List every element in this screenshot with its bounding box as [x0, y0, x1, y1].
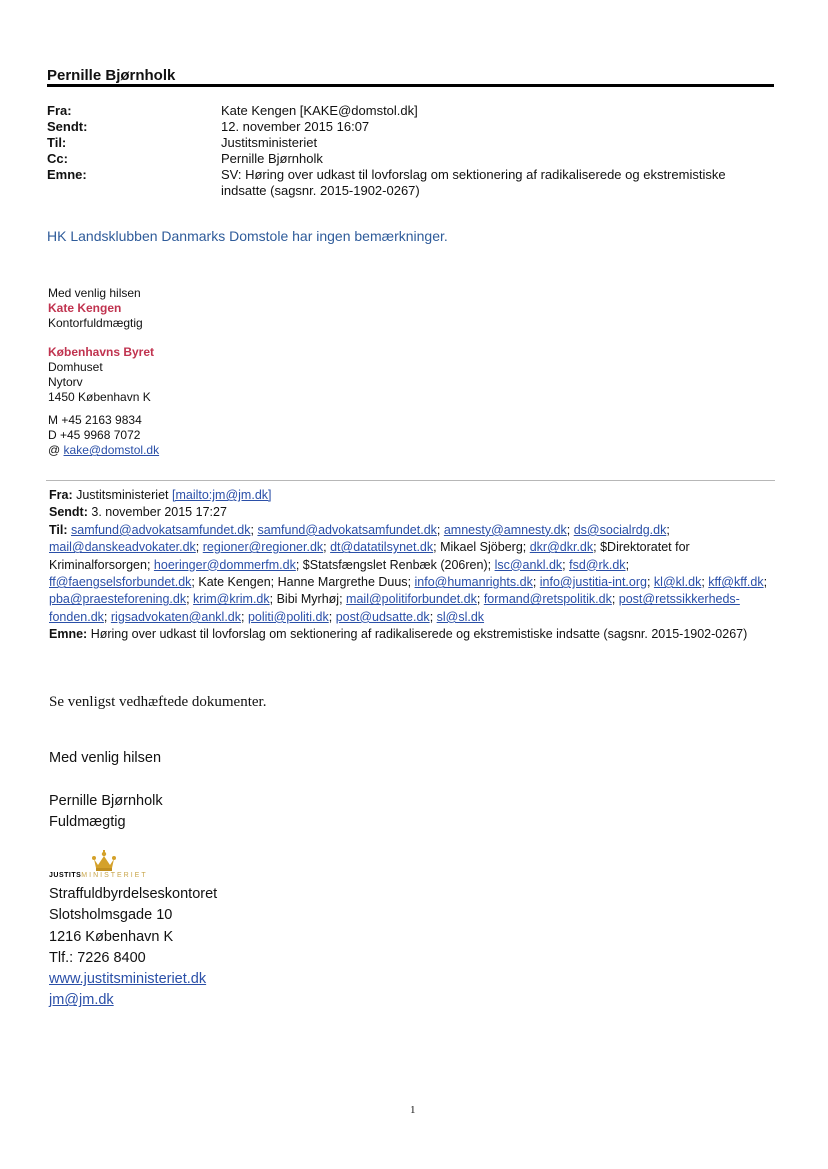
recipient-email-link[interactable]: politi@politi.dk — [247, 609, 329, 624]
reply-message: HK Landsklubben Danmarks Domstole har ingen bemærkninger. — [47, 228, 448, 244]
email-header — [47, 103, 767, 199]
wordmark-justits: JUSTITS — [49, 872, 82, 879]
cc-value: Pernille Bjørnholk — [221, 151, 323, 166]
address-street: Slotsholmsgade 10 — [49, 907, 173, 924]
body-greeting: Med venlig hilsen — [49, 750, 162, 766]
forwarded-header — [49, 487, 777, 644]
recipient-name: $Direktoratet for Kriminalforsorgen — [49, 540, 690, 572]
recipient-name: $Statsfængslet Renbæk (206ren) — [302, 557, 488, 572]
forwarded-subject-label: Emne: — [49, 627, 88, 642]
forwarded-subject-value: Høring over udkast til lovforslag om sektionering af radikaliserede og ekstremistiske indsatte (sagsnr. 2015-1902-0267) — [90, 627, 748, 642]
recipient-email-link[interactable]: lsc@ankl.dk — [494, 557, 563, 572]
recipient-email-link[interactable]: krim@krim.dk — [193, 592, 270, 607]
recipient-name: Mikael Sjöberg — [440, 540, 523, 555]
signature-greeting: Med venlig hilsen — [48, 286, 141, 300]
recipient-name: Hanne Margrethe Duus — [277, 575, 408, 590]
recipient-name: Kate Kengen — [198, 575, 271, 590]
signature-name: Kate Kengen — [48, 301, 122, 315]
signature-mobile: M +45 2163 9834 — [48, 413, 142, 427]
recipient-email-link[interactable]: post@retssikkerheds-fonden.dk — [49, 592, 740, 624]
recipient-email-link[interactable]: fsd@rk.dk — [569, 557, 626, 572]
forwarded-to-label: Til: — [49, 522, 68, 537]
to-label: Til: — [47, 135, 67, 150]
recipient-email-link[interactable]: kl@kl.dk — [653, 575, 702, 590]
forwarded-subject-row — [49, 626, 777, 643]
forwarded-sent-value: 3. november 2015 17:27 — [91, 505, 227, 520]
signature-direct-phone: D +45 9968 7072 — [48, 428, 141, 442]
wordmark-ministeriet: MINISTERIET — [81, 872, 148, 879]
recipient-email-link[interactable]: post@udsatte.dk — [335, 609, 430, 624]
recipient-email-link[interactable]: mail@politiforbundet.dk — [346, 592, 477, 607]
ministry-address — [49, 884, 217, 1012]
from-value: Kate Kengen [KAKE@domstol.dk] — [221, 103, 418, 118]
crown-icon — [91, 850, 117, 872]
recipient-email-link[interactable]: hoeringer@dommerfm.dk — [153, 557, 296, 572]
address-office: Straffuldbyrdelseskontoret — [49, 886, 218, 902]
forwarded-to-row: Til: samfund@advokatsamfundet.dk; samfund@advokatsamfundet.dk; amnesty@amnesty.dk; ds@socialrdg.dk; mail@danskeadvokater.dk; regioner@regioner.dk; dt@datatilsynet.dk; Mikael Sjöberg; dkr@dkr.dk; $Direktoratet for Kriminalforsorgen; hoeringer@dommerfm.dk; $Statsfængslet Renbæk (206ren); lsc@ankl.dk; fsd@rk.dk; ff@faengselsforbundet.dk; Kate Kengen; Hanne Margrethe Duus; info@humanrights.dk; info@justitia-int.org; kl@kl.dk; kff@kff.dk; pba@praesteforening.dk; krim@krim.dk; Bibi Myrhøj; mail@politiforbundet.dk; formand@retspolitik.dk; post@retssikkerheds-fonden.dk; rigsadvokaten@ankl.dk; politi@politi.dk; post@udsatte.dk; sl@sl.dk — [49, 522, 768, 624]
recipient-email-link[interactable]: dt@datatilsynet.dk — [330, 540, 434, 555]
recipient-email-link[interactable]: kff@kff.dk — [708, 575, 764, 590]
website-link[interactable]: www.justitsministeriet.dk — [49, 971, 207, 988]
forwarded-mailto-link[interactable]: [mailto:jm@jm.dk] — [171, 488, 272, 502]
recipient-email-link[interactable]: amnesty@amnesty.dk — [443, 522, 567, 537]
signature-email-link[interactable]: kake@domstol.dk — [63, 443, 160, 457]
recipient-name: Bibi Myrhøj — [276, 592, 340, 607]
body-attachment-note: Se venligst vedhæftede dokumenter. — [49, 694, 267, 710]
signature-kate — [48, 286, 159, 458]
ministry-wordmark — [49, 872, 148, 879]
signature-email-row — [48, 443, 159, 458]
email-prefix: @ — [48, 443, 61, 457]
header-sent-row — [47, 119, 767, 135]
signature-address-line: Nytorv — [48, 375, 83, 389]
header-subject-row — [47, 167, 767, 199]
recipient-email-link[interactable]: info@humanrights.dk — [414, 575, 533, 590]
forwarded-from-value: Justitsministeriet — [76, 488, 169, 502]
recipient-email-link[interactable]: samfund@advokatsamfundet.dk — [257, 522, 437, 537]
header-from-row — [47, 103, 767, 119]
forwarded-from-row — [49, 487, 777, 504]
recipient-email-link[interactable]: rigsadvokaten@ankl.dk — [110, 609, 241, 624]
forwarded-sent-row — [49, 504, 777, 521]
sender-name: Pernille Bjørnholk — [49, 793, 163, 809]
address-phone: Tlf.: 7226 8400 — [49, 949, 146, 966]
recipient-email-link[interactable]: samfund@advokatsamfundet.dk — [71, 522, 251, 537]
subject-value: SV: Høring over udkast til lovforslag om sektionering af radikaliserede og ekstremistiske indsatte (sagsnr. 2015-1902-0267) — [221, 167, 726, 198]
recipient-email-link[interactable]: dkr@dkr.dk — [529, 540, 594, 555]
cc-label: Cc: — [47, 151, 68, 166]
sent-value: 12. november 2015 16:07 — [221, 119, 370, 134]
ministry-email-link[interactable]: jm@jm.dk — [49, 992, 114, 1009]
signature-org: Københavns Byret — [48, 345, 155, 359]
recipient-email-link[interactable]: mail@danskeadvokater.dk — [49, 540, 196, 555]
header-to-row — [47, 135, 767, 151]
recipient-email-link[interactable]: info@justitia-int.org — [539, 575, 647, 590]
signature-address-line: 1450 København K — [48, 390, 151, 404]
from-label: Fra: — [47, 103, 72, 118]
sender-title: Fuldmægtig — [49, 814, 126, 830]
recipient-email-link[interactable]: sl@sl.dk — [436, 609, 485, 624]
recipient-email-link[interactable]: regioner@regioner.dk — [202, 540, 324, 555]
to-value: Justitsministeriet — [221, 135, 318, 150]
recipient-email-link[interactable]: pba@praesteforening.dk — [49, 592, 187, 607]
header-cc-row — [47, 151, 767, 167]
forwarded-from-label: Fra: — [49, 488, 73, 502]
forwarded-sent-label: Sendt: — [49, 505, 88, 520]
signature-title: Kontorfuldmægtig — [48, 316, 143, 330]
header-rule — [47, 84, 774, 87]
recipient-email-link[interactable]: ds@socialrdg.dk — [573, 522, 667, 537]
forward-separator — [46, 480, 775, 481]
address-city: 1216 København K — [49, 928, 174, 945]
subject-label: Emne: — [47, 167, 87, 182]
body-sender — [49, 791, 163, 833]
document-owner-name: Pernille Bjørnholk — [47, 67, 176, 84]
recipient-email-link[interactable]: ff@faengselsforbundet.dk — [49, 575, 192, 590]
signature-address-line: Domhuset — [48, 360, 103, 374]
sent-label: Sendt: — [47, 119, 88, 134]
page-number: 1 — [410, 1104, 416, 1116]
recipient-email-link[interactable]: formand@retspolitik.dk — [483, 592, 612, 607]
